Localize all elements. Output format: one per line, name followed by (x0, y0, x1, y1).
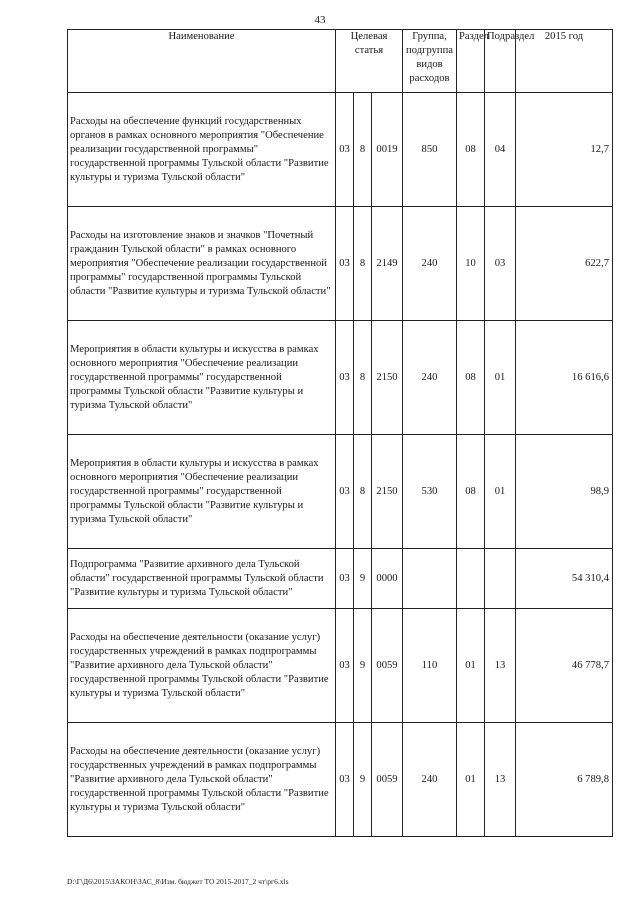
section-cell: 01 (457, 609, 485, 723)
amount-cell: 98,9 (516, 435, 613, 549)
target-article-part1-cell: 03 (336, 207, 354, 321)
table-row (68, 723, 613, 837)
target-article-part1-cell: 03 (336, 549, 354, 609)
target-article-part2-cell: 8 (354, 93, 372, 207)
section-cell: 08 (457, 435, 485, 549)
row-name-cell: Расходы на обеспечение деятельности (оказание услуг) государственных учреждений в рамках подпрограммы "Развитие архивного дела Тульской области" государственной программы Тульской области "Развитие культуры и туризма Тульской области" (68, 723, 336, 837)
header-group: Группа, подгруппа видов расходов (403, 30, 457, 93)
target-article-part2-cell: 8 (354, 207, 372, 321)
section-cell (457, 549, 485, 609)
target-article-part1-cell: 03 (336, 435, 354, 549)
header-target-article: Целевая статья (336, 30, 403, 93)
row-name-cell: Расходы на обеспечение функций государственных органов в рамках основного мероприятия "Обеспечение реализации государственной программы" государственной программы Тульской области "Развитие культуры и туризма Тульской области" (68, 93, 336, 207)
amount-cell: 6 789,8 (516, 723, 613, 837)
header-section: Раздел (457, 30, 485, 93)
amount-cell: 54 310,4 (516, 549, 613, 609)
budget-table (67, 29, 613, 837)
group-cell (403, 549, 457, 609)
row-name-cell: Подпрограмма "Развитие архивного дела Тульской области" государственной программы Тульской области "Развитие культуры и туризма Тульской области" (68, 549, 336, 609)
header-row (68, 30, 613, 93)
table-row (68, 321, 613, 435)
table-row (68, 609, 613, 723)
table-row (68, 435, 613, 549)
row-name-cell: Мероприятия в области культуры и искусства в рамках основного мероприятия "Обеспечение реализации государственной программы" государственной программы Тульской области "Развитие культуры и туризма Тульской области" (68, 435, 336, 549)
target-article-part2-cell: 9 (354, 723, 372, 837)
table-row (68, 93, 613, 207)
target-article-part2-cell: 9 (354, 549, 372, 609)
amount-cell: 12,7 (516, 93, 613, 207)
row-name-cell: Расходы на обеспечение деятельности (оказание услуг) государственных учреждений в рамках подпрограммы "Развитие архивного дела Тульской области" государственной программы Тульской области "Развитие культуры и туризма Тульской области" (68, 609, 336, 723)
subsection-cell: 04 (485, 93, 516, 207)
group-cell: 110 (403, 609, 457, 723)
table-row (68, 207, 613, 321)
target-article-part1-cell: 03 (336, 609, 354, 723)
target-article-part3-cell: 0019 (372, 93, 403, 207)
amount-cell: 46 778,7 (516, 609, 613, 723)
target-article-part1-cell: 03 (336, 723, 354, 837)
target-article-part3-cell: 0000 (372, 549, 403, 609)
target-article-part3-cell: 2149 (372, 207, 403, 321)
target-article-part3-cell: 0059 (372, 723, 403, 837)
subsection-cell: 13 (485, 723, 516, 837)
section-cell: 08 (457, 321, 485, 435)
page-number: 43 (314, 14, 326, 26)
group-cell: 850 (403, 93, 457, 207)
row-name-cell: Мероприятия в области культуры и искусства в рамках основного мероприятия "Обеспечение реализации государственной программы" государственной программы Тульской области "Развитие культуры и туризма Тульской области" (68, 321, 336, 435)
target-article-part3-cell: 2150 (372, 435, 403, 549)
target-article-part1-cell: 03 (336, 93, 354, 207)
table-row (68, 549, 613, 609)
section-cell: 10 (457, 207, 485, 321)
target-article-part2-cell: 9 (354, 609, 372, 723)
row-name-cell: Расходы на изготовление знаков и значков "Почетный гражданин Тульской области" в рамках основного мероприятия "Обеспечение реализации государственной программы" государственной программы Тульской области "Развитие культуры и туризма Тульской области" (68, 207, 336, 321)
target-article-part2-cell: 8 (354, 435, 372, 549)
group-cell: 240 (403, 723, 457, 837)
amount-cell: 16 616,6 (516, 321, 613, 435)
subsection-cell: 01 (485, 435, 516, 549)
target-article-part2-cell: 8 (354, 321, 372, 435)
header-name: Наименование (68, 30, 336, 93)
target-article-part3-cell: 0059 (372, 609, 403, 723)
subsection-cell (485, 549, 516, 609)
subsection-cell: 13 (485, 609, 516, 723)
header-subsection: Подраздел (485, 30, 516, 93)
section-cell: 08 (457, 93, 485, 207)
header-year: 2015 год (516, 30, 613, 93)
target-article-part3-cell: 2150 (372, 321, 403, 435)
group-cell: 240 (403, 207, 457, 321)
subsection-cell: 03 (485, 207, 516, 321)
group-cell: 530 (403, 435, 457, 549)
amount-cell: 622,7 (516, 207, 613, 321)
section-cell: 01 (457, 723, 485, 837)
subsection-cell: 01 (485, 321, 516, 435)
target-article-part1-cell: 03 (336, 321, 354, 435)
group-cell: 240 (403, 321, 457, 435)
file-path-footer: D:\Г\Д6\2015\ЗАКОН\ЗАС_8\Изм. бюджет ТО 2015-2017_2 чт\рг6.xls (67, 877, 289, 886)
